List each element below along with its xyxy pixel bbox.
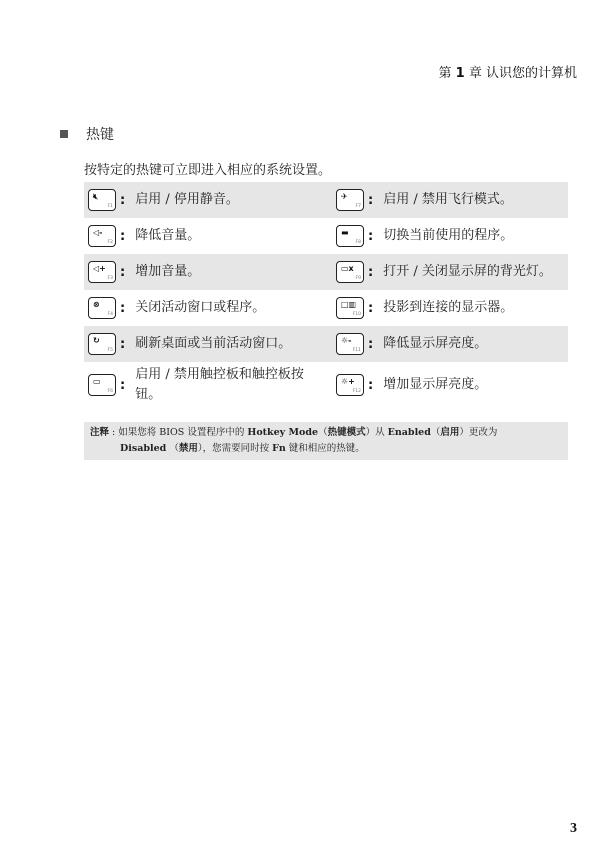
note-line: Disabled （禁用），您需要同时按 Fn 键和相应的热键。 — [120, 443, 365, 454]
hotkey-description: 刷新桌面或当前活动窗口。 — [135, 336, 292, 351]
backlight-icon: ▭x F9 — [336, 261, 364, 283]
hotkey-description: 启用 / 停用静音。 — [135, 192, 239, 207]
switch-app-icon: ▬ F8 — [336, 225, 364, 247]
hotkey-description: 启用 / 禁用飞行模式。 — [383, 192, 513, 207]
hotkey-description: 关闭活动窗口或程序。 — [135, 300, 266, 315]
note-box — [84, 422, 568, 460]
hotkey-description: 增加显示屏亮度。 — [383, 377, 488, 392]
refresh-icon: ↻ F5 — [88, 333, 116, 355]
close-window-icon: ⊗ F4 — [88, 297, 116, 319]
airplane-icon: ✈ F7 — [336, 189, 364, 211]
hotkey-row — [84, 362, 568, 408]
hotkey-item: ☼- F11 : 降低显示屏亮度。 — [332, 326, 568, 362]
hotkey-item: ▬ F8 : 切换当前使用的程序。 — [332, 218, 568, 254]
hotkey-description: 切换当前使用的程序。 — [383, 228, 514, 243]
hotkey-row — [84, 182, 568, 218]
touchpad-icon: ▭ F6 — [88, 374, 116, 396]
section-title: 热键 — [86, 127, 114, 143]
hotkey-item: ▭ F6 : 启用 / 禁用触控板和触控板按钮。 — [84, 362, 332, 408]
intro-text: 按特定的热键可立即进入相应的系统设置。 — [84, 163, 332, 178]
hotkey-table — [84, 182, 568, 408]
chapter-header — [439, 62, 577, 81]
hotkey-item: ▭x F9 : 打开 / 关闭显示屏的背光灯。 — [332, 254, 568, 290]
chapter-prefix: 第 — [438, 66, 452, 81]
chapter-title: 章 认识您的计算机 — [468, 66, 577, 81]
section-heading — [60, 124, 114, 144]
hotkey-row — [84, 290, 568, 326]
square-bullet-icon — [60, 130, 68, 138]
hotkey-item: ↻ F5 : 刷新桌面或当前活动窗口。 — [84, 326, 332, 362]
brightness-up-icon: ☼+ F12 — [336, 374, 364, 396]
mute-icon: 🔇︎ F1 — [88, 189, 116, 211]
hotkey-description: 打开 / 关闭显示屏的背光灯。 — [383, 264, 552, 279]
hotkey-item: 🔇︎ F1 : 启用 / 停用静音。 — [84, 182, 332, 218]
projector-icon: □▥ F10 — [336, 297, 364, 319]
volume-up-icon: ◁+ F3 — [88, 261, 116, 283]
hotkey-item: ⊗ F4 : 关闭活动窗口或程序。 — [84, 290, 332, 326]
hotkey-description: 启用 / 禁用触控板和触控板按钮。 — [135, 367, 304, 402]
volume-down-icon: ◁- F2 — [88, 225, 116, 247]
chapter-number: 1 — [455, 66, 465, 81]
hotkey-row — [84, 254, 568, 290]
hotkey-description: 投影到连接的显示器。 — [383, 300, 514, 315]
hotkey-item: ☼+ F12 : 增加显示屏亮度。 — [332, 362, 568, 408]
page-number: 3 — [570, 821, 577, 836]
hotkey-description: 降低音量。 — [135, 228, 201, 243]
hotkey-description: 降低显示屏亮度。 — [383, 336, 488, 351]
hotkey-item: ◁- F2 : 降低音量。 — [84, 218, 332, 254]
brightness-down-icon: ☼- F11 — [336, 333, 364, 355]
hotkey-item: □▥ F10 : 投影到连接的显示器。 — [332, 290, 568, 326]
note-line: 注释 : 如果您将 BIOS 设置程序中的 Hotkey Mode（热键模式）从 Enabled（启用）更改为 — [90, 427, 498, 438]
hotkey-row — [84, 218, 568, 254]
hotkey-item: ✈ F7 : 启用 / 禁用飞行模式。 — [332, 182, 568, 218]
note-label: 注释 — [90, 427, 110, 438]
hotkey-row — [84, 326, 568, 362]
hotkey-description: 增加音量。 — [135, 264, 201, 279]
hotkey-item: ◁+ F3 : 增加音量。 — [84, 254, 332, 290]
